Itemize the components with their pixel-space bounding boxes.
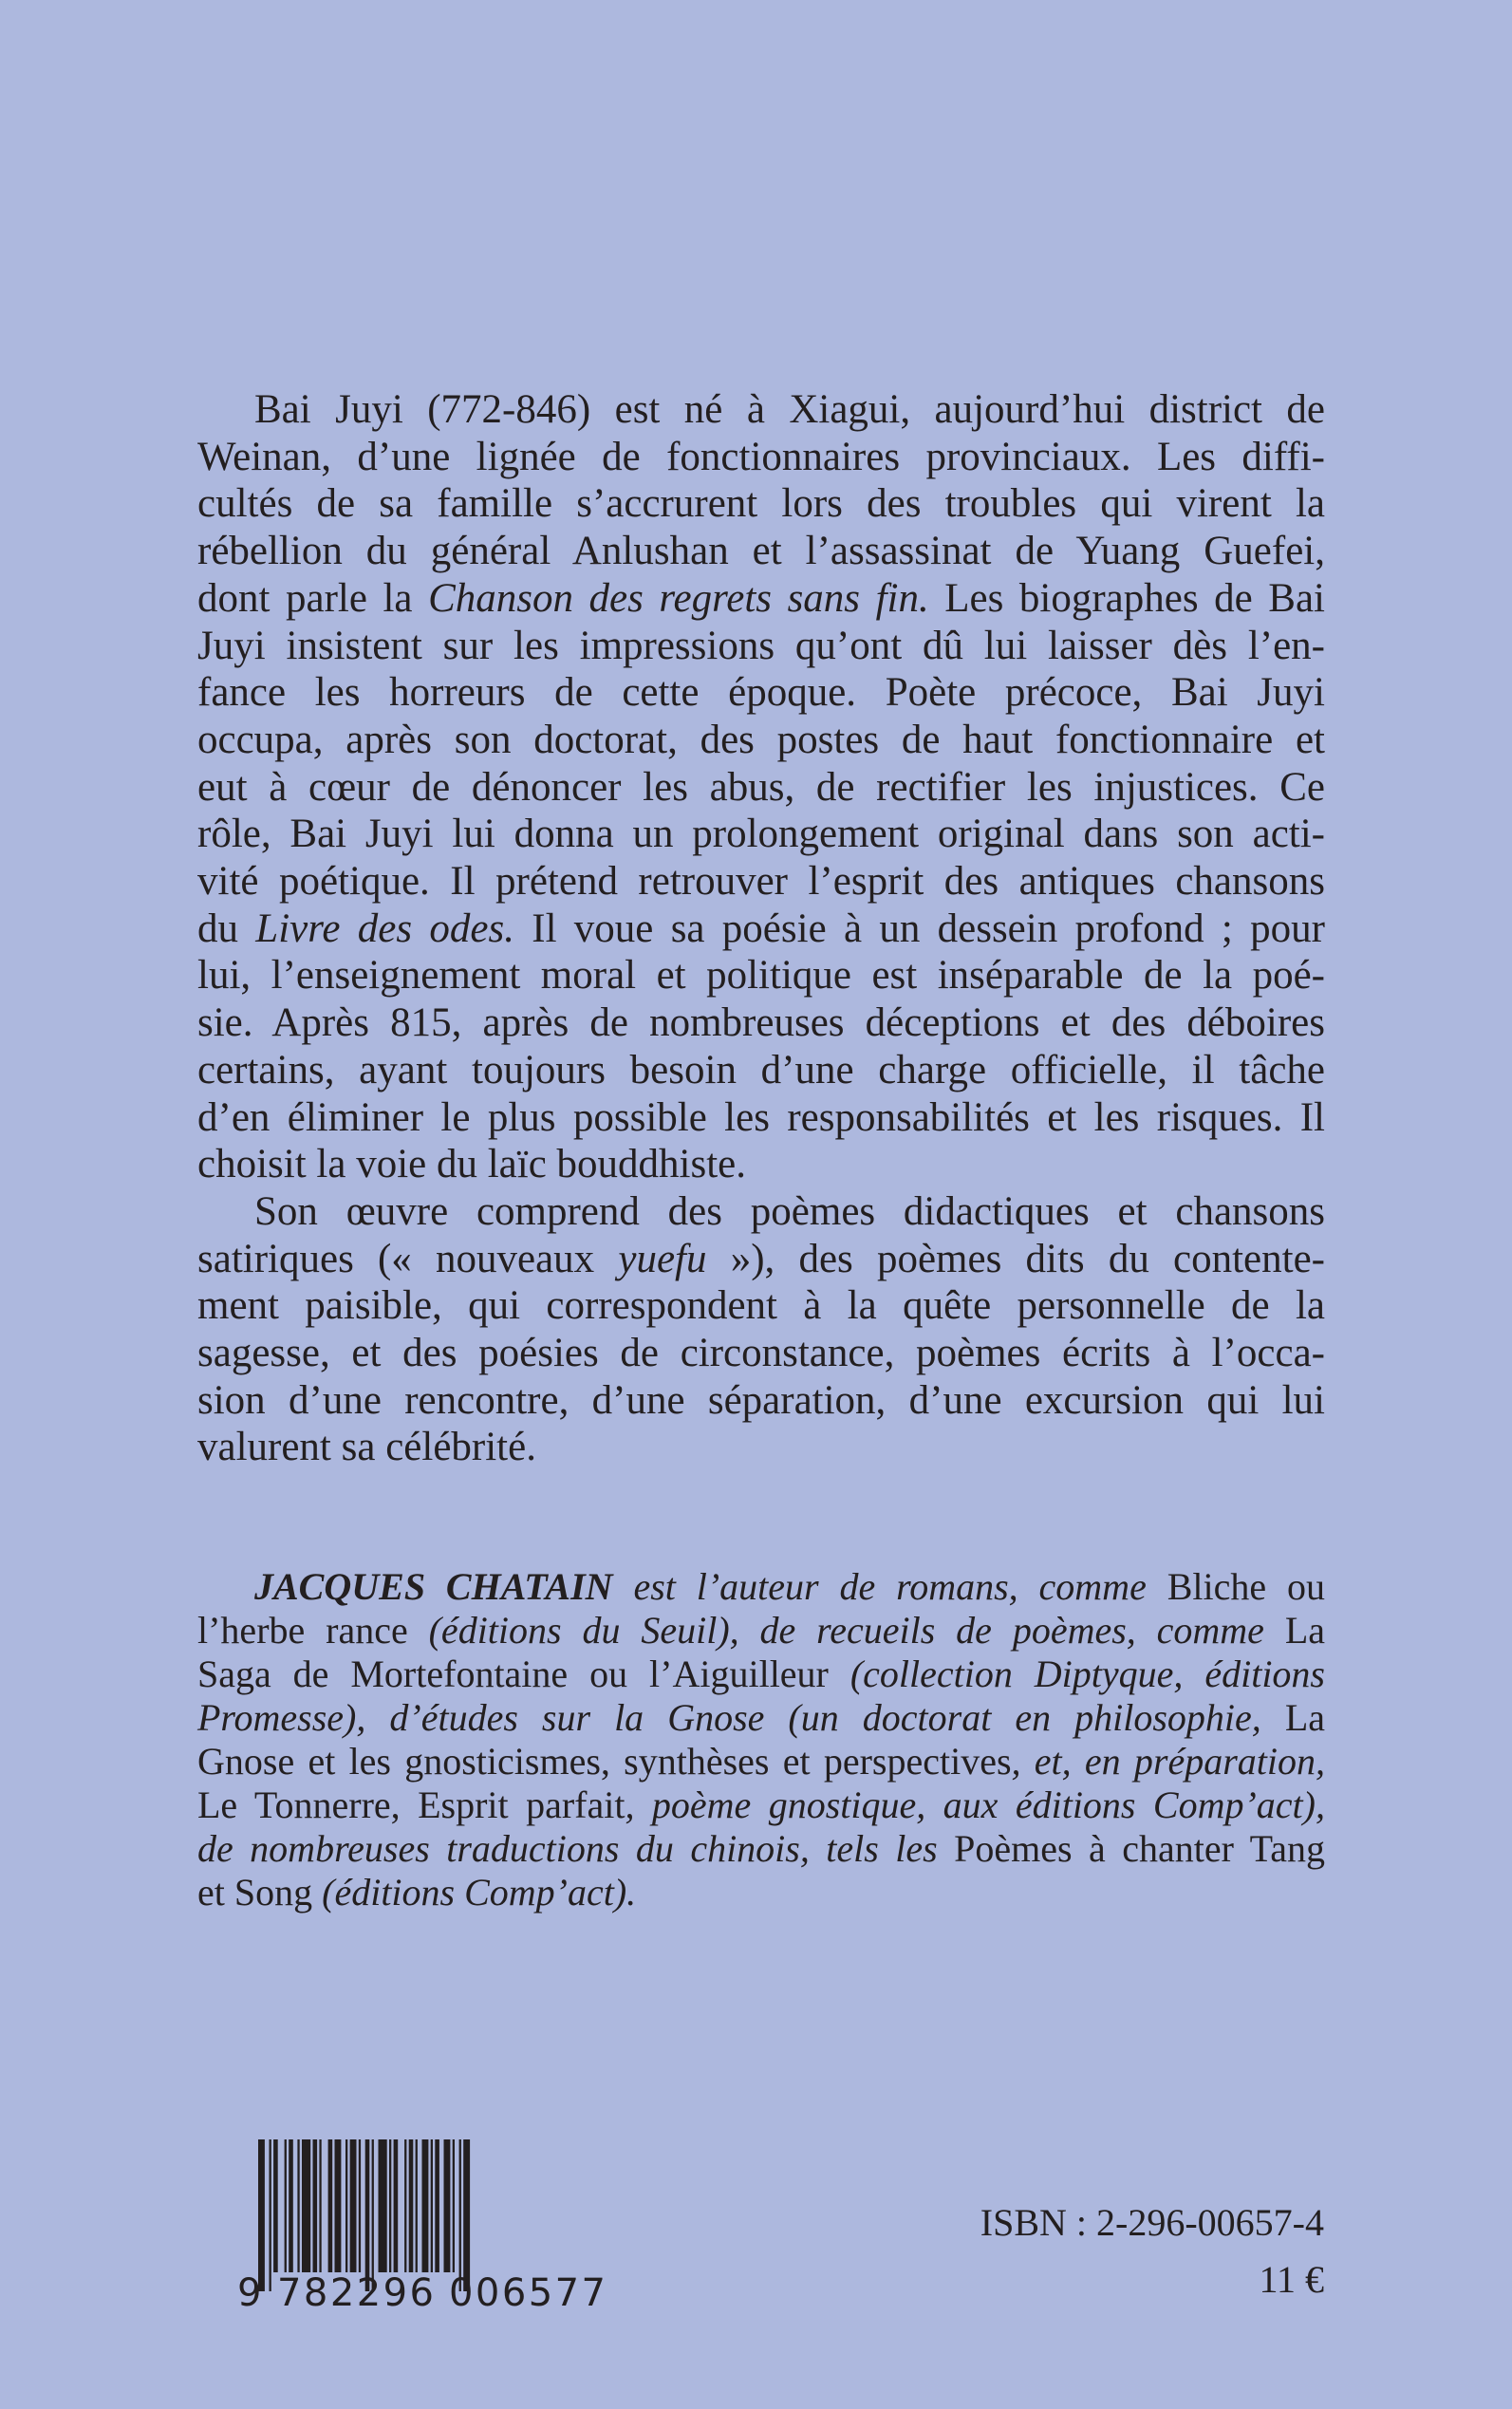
text-segment: vité poétique. Il prétend retrouver l’esprit des antiques chansons	[197, 859, 1325, 905]
italic-text-segment: (éditions Comp’act).	[312, 1871, 637, 1914]
barcode-bar	[404, 2139, 406, 2272]
barcode-bar	[289, 2139, 293, 2272]
italic-text-segment: Livre des odes.	[255, 906, 514, 951]
barcode	[237, 2139, 645, 2310]
text-segment: sagesse, et des poésies de circonstance, poèmes écrits à l’occa-	[197, 1331, 1325, 1376]
barcode-bar	[453, 2139, 455, 2272]
text-line	[197, 1653, 1325, 1696]
text-segment: »), des poèmes dits du contente-	[706, 1236, 1325, 1281]
barcode-bar	[459, 2139, 461, 2291]
italic-text-segment: Promesse), d’études sur la Gnose (un doctorat en philosophie,	[197, 1696, 1261, 1739]
text-line	[197, 1141, 1325, 1188]
text-segment: fance les horreurs de cette époque. Poète précoce, Bai Juyi	[197, 670, 1325, 716]
text-line	[197, 528, 1325, 575]
barcode-bar	[273, 2139, 278, 2272]
text-segment: Saga de Mortefontaine ou l’Aiguilleur	[197, 1653, 829, 1695]
text-segment: Le Tonnerre, Esprit parfait	[197, 1783, 625, 1826]
text-line	[197, 669, 1325, 717]
text-segment: et Song	[197, 1871, 313, 1914]
text-segment: rôle, Bai Juyi lui donna un prolongement original dans son acti-	[197, 812, 1325, 857]
barcode-bar	[372, 2139, 374, 2291]
barcode-bar	[435, 2139, 439, 2272]
text-segment: Il voue sa poésie à un dessein profond ; pour	[513, 906, 1325, 951]
barcode-bar	[335, 2139, 342, 2272]
text-segment: Bliche ou	[1167, 1565, 1325, 1608]
text-line	[197, 1047, 1325, 1094]
text-line	[197, 1094, 1325, 1142]
text-segment: La	[1260, 1696, 1326, 1739]
barcode-bar	[365, 2139, 370, 2291]
barcode-bar	[313, 2139, 318, 2272]
text-segment: du	[197, 906, 256, 951]
text-segment: rébellion du général Anlushan et l’assassinat de Yuang Guefei,	[197, 529, 1325, 574]
barcode-bar	[328, 2139, 333, 2272]
text-line	[197, 952, 1325, 999]
text-segment: cultés de sa famille s’accrurent lors des troubles qui virent la	[197, 481, 1325, 527]
italic-text-segment: est l’auteur de romans, comme	[612, 1565, 1167, 1608]
isbn: ISBN : 2-296-00657-4	[980, 2201, 1324, 2244]
barcode-bar	[444, 2139, 451, 2272]
text-segment: lui, l’enseignement moral et politique est inséparable de la poé-	[197, 953, 1325, 999]
price: 11 €	[1259, 2258, 1324, 2301]
text-line	[197, 575, 1325, 623]
text-line	[197, 1740, 1325, 1783]
text-line	[197, 434, 1325, 481]
text-line	[197, 858, 1325, 906]
text-segment: Les biographes de Bai	[928, 575, 1325, 621]
text-segment: occupa, après son doctorat, des postes de haut fonctionnaire et	[197, 717, 1325, 762]
text-line	[197, 1783, 1325, 1827]
text-segment: Poèmes à chanter Tang	[937, 1827, 1325, 1870]
barcode-digits-left: 782296	[277, 2271, 434, 2310]
text-segment: La	[1284, 1609, 1326, 1652]
text-segment: l’herbe rance	[197, 1609, 408, 1652]
italic-text-segment: Chanson des regrets sans fin.	[428, 575, 929, 621]
text-line	[197, 623, 1325, 670]
text-line	[197, 1330, 1325, 1377]
text-line	[197, 1871, 1325, 1914]
text-segment: Gnose et les gnosticismes, synthèses et perspectives	[197, 1740, 1012, 1783]
barcode-bar	[345, 2139, 347, 2272]
text-segment: choisit la voie du laïc bouddhiste.	[197, 1142, 747, 1187]
text-segment: ment paisible, qui correspondent à la quête personnelle de la	[197, 1283, 1325, 1329]
text-segment: satiriques (« nouveaux	[197, 1236, 619, 1281]
text-segment: d’en éliminer le plus possible les responsabilités et les risques. Il	[197, 1094, 1325, 1140]
italic-text-segment: (collection Diptyque, éditions	[828, 1653, 1325, 1695]
text-line	[197, 1282, 1325, 1330]
italic-text-segment: (éditions du Seuil), de recueils de poèmes, comme	[407, 1609, 1285, 1652]
text-segment: valurent sa célébrité.	[197, 1425, 536, 1470]
barcode-bar	[409, 2139, 414, 2272]
text-line	[197, 999, 1325, 1047]
text-line	[197, 811, 1325, 858]
biography-text	[197, 386, 1325, 1471]
text-line	[197, 1609, 1325, 1653]
barcode-bar	[389, 2139, 391, 2272]
text-line	[197, 1424, 1325, 1471]
text-line	[197, 1565, 1325, 1609]
italic-text-segment: yuefu	[618, 1236, 707, 1281]
text-segment: Son œuvre comprend des poèmes didactiques et chansons	[254, 1188, 1325, 1234]
barcode-bar	[422, 2139, 429, 2272]
barcode-bar	[285, 2139, 287, 2272]
text-line	[197, 1696, 1325, 1740]
barcode-bar	[394, 2139, 399, 2272]
italic-text-segment: , et, en préparation,	[1011, 1740, 1326, 1783]
paragraph	[197, 386, 1325, 1188]
italic-text-segment: JACQUES CHATAIN	[254, 1565, 613, 1608]
barcode-bar	[416, 2139, 418, 2272]
text-line	[197, 1377, 1325, 1425]
paragraph	[197, 1188, 1325, 1471]
text-line	[197, 717, 1325, 764]
italic-text-segment: , poème gnostique, aux éditions Comp’act),	[625, 1783, 1325, 1826]
text-segment: Bai Juyi (772-846) est né à Xiagui, aujourd’hui district de	[254, 387, 1325, 432]
text-line	[197, 386, 1325, 434]
barcode-bar	[297, 2139, 299, 2272]
author-note	[197, 1565, 1325, 1914]
barcode-digits-right: 006577	[449, 2271, 606, 2310]
text-segment: Juyi insistent sur les impressions qu’ont dû lui laisser dès l’en-	[197, 623, 1325, 668]
text-segment: sion d’une rencontre, d’une séparation, d’une excursion qui lui	[197, 1377, 1325, 1423]
barcode-bar	[302, 2139, 310, 2272]
barcode-digit-first: 9	[237, 2271, 262, 2310]
barcode-bar	[463, 2139, 470, 2291]
text-segment: dont parle la	[197, 575, 429, 621]
text-line	[197, 1827, 1325, 1871]
text-segment: certains, ayant toujours besoin d’une charge officielle, il tâche	[197, 1047, 1325, 1092]
text-line	[197, 480, 1325, 528]
barcode-bar	[359, 2139, 361, 2272]
text-segment: eut à cœur de dénoncer les abus, de rectifier les injustices. Ce	[197, 764, 1325, 810]
text-line	[197, 906, 1325, 953]
text-line	[197, 1188, 1325, 1236]
barcode-bar	[350, 2139, 357, 2272]
text-segment: sie. Après 815, après de nombreuses déceptions et des déboires	[197, 1000, 1325, 1046]
barcode-bar	[379, 2139, 387, 2272]
text-segment: Weinan, d’une lignée de fonctionnaires provinciaux. Les diffi-	[197, 434, 1325, 479]
text-line	[197, 764, 1325, 812]
barcode-bar	[319, 2139, 321, 2272]
text-line	[197, 1236, 1325, 1283]
barcode-bar	[431, 2139, 433, 2272]
barcode-bar	[258, 2139, 265, 2291]
barcode-bar	[270, 2139, 271, 2291]
italic-text-segment: de nombreuses traductions du chinois, tels les	[197, 1827, 938, 1870]
